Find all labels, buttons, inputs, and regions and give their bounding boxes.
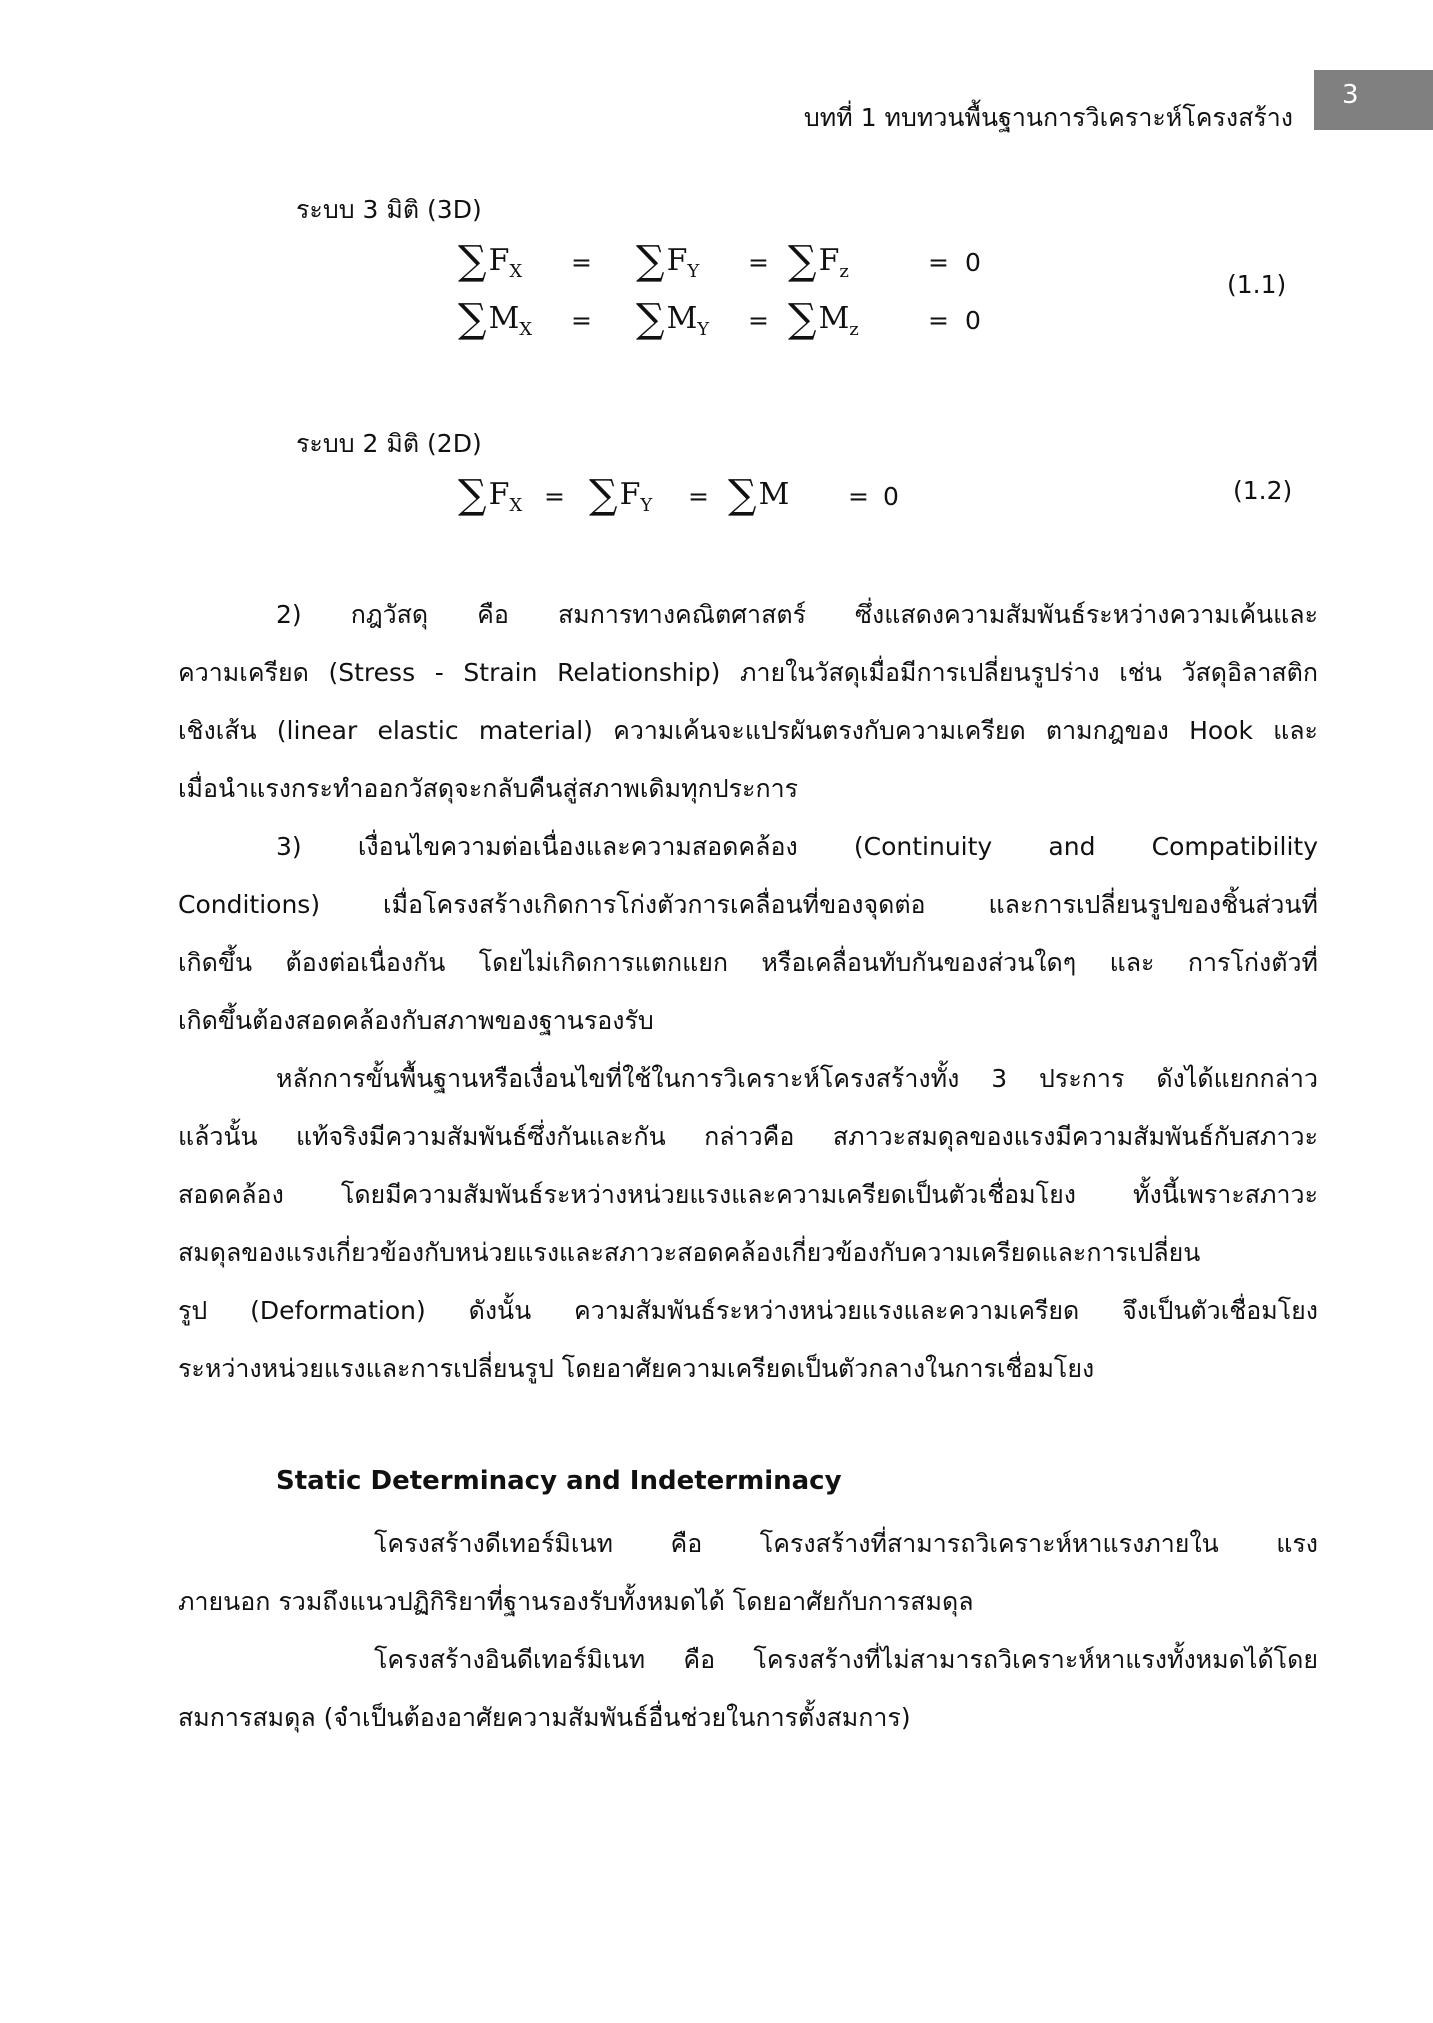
text-line: โครงสร้างดีเทอร์มิเนท คือ โครงสร้างที่สามารถวิเคราะห์หาแรงภายใน แรง (374, 1529, 1318, 1558)
sigma-symbol: ∑ (458, 296, 487, 342)
equals-sign: = (571, 248, 592, 277)
text-line: โครงสร้างอินดีเทอร์มิเนท คือ โครงสร้างที่ไม่สามารถวิเคราะห์หาแรงทั้งหมดได้โดย (374, 1645, 1318, 1674)
equation-number-1-1: (1.1) (1227, 270, 1287, 299)
paragraph-principles (178, 1050, 1318, 1398)
text-line: 2) กฎวัสดุ คือ สมการทางคณิตศาสตร์ ซึ่งแสดงความสัมพันธ์ระหว่างความเค้นและ (276, 600, 1318, 629)
sum-my: $\sum M_Y$ (636, 296, 710, 342)
sum-fx: $\sum F_X$ (458, 238, 523, 284)
text-line: สมดุลของแรงเกี่ยวข้องกับหน่วยแรงและสภาวะสอดคล้องเกี่ยวข้องกับความเครียดและการเปลี่ยน (178, 1238, 1201, 1267)
zero: 0 (965, 248, 981, 277)
sum-mx: $\sum M_X$ (458, 296, 533, 342)
equals-sign: = (748, 306, 769, 335)
paragraph-indeterminate (178, 1631, 1318, 1747)
text-line: ภายนอก รวมถึงแนวปฏิกิริยาที่ฐานรองรับทั้งหมดได้ โดยอาศัยกับการสมดุล (178, 1587, 974, 1616)
paragraph-determinate (178, 1515, 1318, 1631)
equation-number-1-2: (1.2) (1233, 476, 1293, 505)
sigma-symbol: ∑ (589, 472, 618, 518)
sum-m: ∑M (728, 472, 790, 518)
text-line: เกิดขึ้น ต้องต่อเนื่องกัน โดยไม่เกิดการแตกแยก หรือเคลื่อนทับกันของส่วนใดๆ และ การโก่งตัวที่ (178, 948, 1318, 977)
text-line: ความเครียด (Stress - Strain Relationship) ภายในวัสดุเมื่อมีการเปลี่ยนรูปร่าง เช่น วัสดุอิลาสติก (178, 658, 1318, 687)
text-line: สมการสมดุล (จำเป็นต้องอาศัยความสัมพันธ์อื่นช่วยในการตั้งสมการ) (178, 1703, 911, 1732)
equals-sign: = (928, 248, 949, 277)
sigma-symbol: ∑ (458, 472, 487, 518)
sum-fz: $\sum F_z$ (788, 238, 849, 284)
equals-sign: = (848, 482, 869, 511)
paragraph-compatibility (178, 818, 1318, 1050)
zero: 0 (883, 482, 899, 511)
equals-sign: = (928, 306, 949, 335)
equals-sign: = (571, 306, 592, 335)
sigma-symbol: ∑ (636, 296, 665, 342)
sigma-symbol: ∑ (458, 238, 487, 284)
eq2d-label: ระบบ 2 มิติ (2D) (296, 429, 482, 458)
text-line: Conditions) เมื่อโครงสร้างเกิดการโก่งตัวการเคลื่อนที่ของจุดต่อ และการเปลี่ยนรูปของชิ้นส่วนที่ (178, 890, 1318, 919)
text-line: ระหว่างหน่วยแรงและการเปลี่ยนรูป โดยอาศัยความเครียดเป็นตัวกลางในการเชื่อมโยง (178, 1354, 1095, 1383)
sum-fx: $\sum F_X$ (458, 472, 523, 518)
sigma-symbol: ∑ (788, 296, 817, 342)
page-number: 3 (1342, 80, 1359, 110)
equals-sign: = (688, 482, 709, 511)
text-line: รูป (Deformation) ดังนั้น ความสัมพันธ์ระหว่างหน่วยแรงและความเครียด จึงเป็นตัวเชื่อมโยง (178, 1296, 1318, 1325)
equals-sign: = (748, 248, 769, 277)
text-line: แล้วนั้น แท้จริงมีความสัมพันธ์ซึ่งกันและกัน กล่าวคือ สภาวะสมดุลของแรงมีความสัมพันธ์กับสภาวะ (178, 1122, 1318, 1151)
text-line: เมื่อนำแรงกระทำออกวัสดุจะกลับคืนสู่สภาพเดิมทุกประการ (178, 774, 799, 803)
paragraph-material-law (178, 586, 1318, 818)
text-line: 3) เงื่อนไขความต่อเนื่องและความสอดคล้อง (Continuity and Compatibility (276, 832, 1318, 861)
text-line: เกิดขึ้นต้องสอดคล้องกับสภาพของฐานรองรับ (178, 1006, 654, 1035)
sum-fy: $\sum F_Y$ (589, 472, 653, 518)
sum-mz: $\sum M_z$ (788, 296, 859, 342)
sum-fy: $\sum F_Y$ (636, 238, 700, 284)
running-title: บทที่ 1 ทบทวนพื้นฐานการวิเคราะห์โครงสร้าง (803, 103, 1293, 132)
sigma-symbol: ∑ (728, 472, 757, 518)
text-line: หลักการขั้นพื้นฐานหรือเงื่อนไขที่ใช้ในการวิเคราะห์โครงสร้างทั้ง 3 ประการ ดังได้แยกกล่าว (276, 1064, 1318, 1093)
zero: 0 (965, 306, 981, 335)
equals-sign: = (544, 482, 565, 511)
text-line: สอดคล้อง โดยมีความสัมพันธ์ระหว่างหน่วยแรงและความเครียดเป็นตัวเชื่อมโยง ทั้งนี้เพราะสภาวะ (178, 1180, 1318, 1209)
text-line: เชิงเส้น (linear elastic material) ความเค้นจะแปรผันตรงกับความเครียด ตามกฎของ Hook และ (178, 716, 1318, 745)
sigma-symbol: ∑ (788, 238, 817, 284)
sigma-symbol: ∑ (636, 238, 665, 284)
eq3d-label: ระบบ 3 มิติ (3D) (296, 195, 482, 224)
page-number-box (1314, 70, 1433, 130)
section-heading: Static Determinacy and Indeterminacy (276, 1466, 842, 1496)
